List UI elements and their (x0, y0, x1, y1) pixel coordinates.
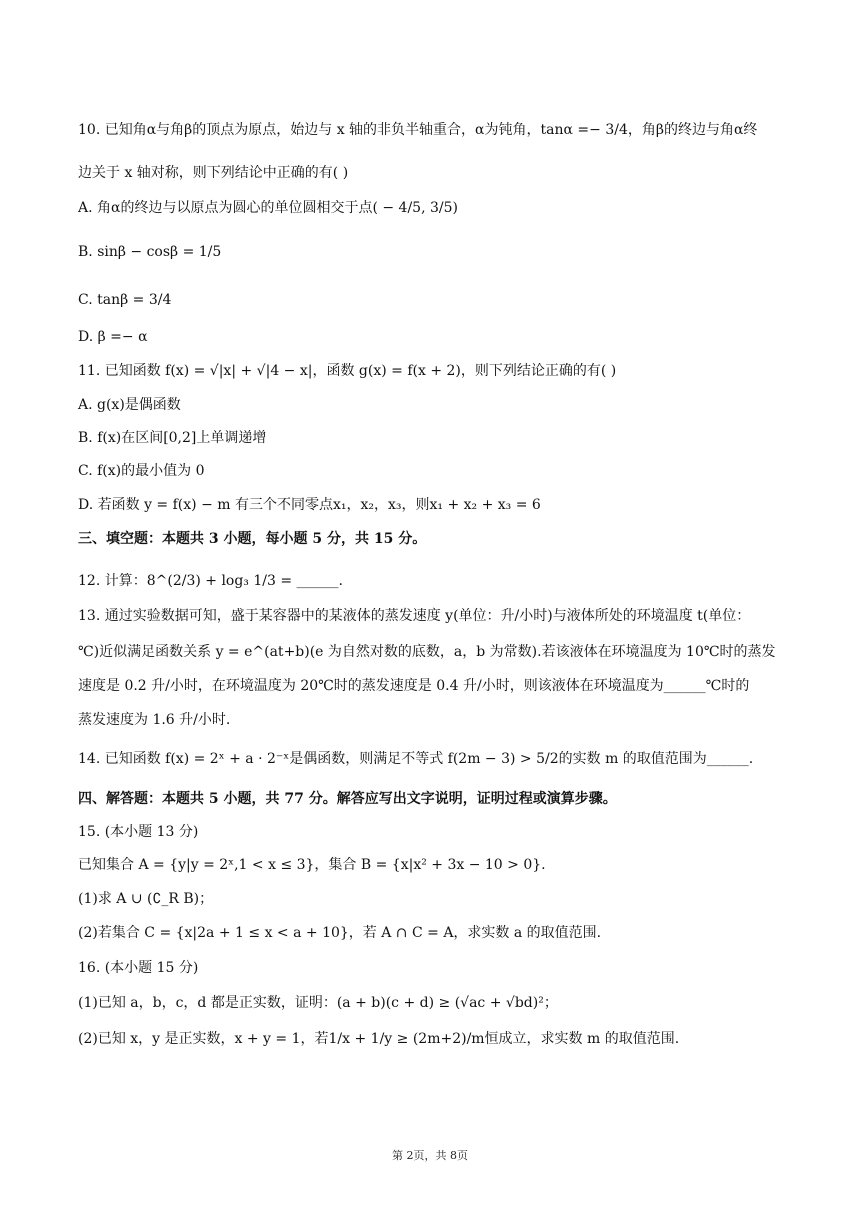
q15-heading: 15. (本小题 13 分) (78, 824, 199, 840)
q13-line2: ℃)近似满足函数关系 y = e^(at+b)(e 为自然对数的底数，a，b 为常数).若该液体在环境温度为 10℃时的蒸发 (78, 644, 776, 660)
q16-line1: (1)已知 a，b，c，d 都是正实数，证明：(a + b)(c + d) ≥ (√ac + √bd)²； (78, 995, 558, 1011)
q16-line2: (2)已知 x，y 是正实数，x + y = 1，若1/x + 1/y ≥ (2m+2)/m恒成立，求实数 m 的取值范围. (78, 1031, 680, 1047)
section-3-heading: 三、填空题：本题共 3 小题，每小题 5 分，共 15 分。 (78, 531, 427, 547)
q10-option-b: B. sinβ − cosβ = 1/5 (78, 244, 222, 260)
q11-option-a: A. g(x)是偶函数 (78, 397, 181, 413)
q11-option-b: B. f(x)在区间[0,2]上单调递增 (78, 430, 267, 446)
q10-stem-line2: 边关于 x 轴对称，则下列结论中正确的有( ) (78, 165, 349, 181)
q13-line4: 蒸发速度为 1.6 升/小时. (78, 712, 231, 728)
q13-line1: 13. 通过实验数据可知，盛于某容器中的某液体的蒸发速度 y(单位：升/小时)与液体所处的环境温度 t(单位： (78, 608, 751, 624)
q15-line3: (2)若集合 C = {x|2a + 1 ≤ x < a + 10}，若 A ∩ C = A，求实数 a 的取值范围. (78, 925, 602, 941)
page-footer: 第 2页，共 8页 (392, 1149, 468, 1162)
q11-option-d: D. 若函数 y = f(x) − m 有三个不同零点x₁，x₂，x₃，则x₁ + x₂ + x₃ = 6 (78, 497, 541, 513)
q15-line2: (1)求 A ∪ (∁_R B)； (78, 891, 214, 907)
q10-option-a: A. 角α的终边与以原点为圆心的单位圆相交于点( − 4/5, 3/5) (78, 200, 458, 216)
q11-option-c: C. f(x)的最小值为 0 (78, 463, 205, 479)
section-4-heading: 四、解答题：本题共 5 小题，共 77 分。解答应写出文字说明，证明过程或演算步骤。 (78, 791, 617, 807)
q10-option-c: C. tanβ = 3/4 (78, 292, 172, 308)
q14: 14. 已知函数 f(x) = 2ˣ + a · 2⁻ˣ是偶函数，则满足不等式 f(2m − 3) > 5/2的实数 m 的取值范围为______. (78, 751, 754, 767)
q12: 12. 计算：8^(2/3) + log₃ 1/3 = ______. (78, 573, 343, 589)
q11-stem: 11. 已知函数 f(x) = √|x| + √|4 − x|，函数 g(x) = f(x + 2)，则下列结论正确的有( ) (78, 363, 617, 379)
q10-stem-line1: 10. 已知角α与角β的顶点为原点，始边与 x 轴的非负半轴重合，α为钝角，tanα =− 3/4，角β的终边与角α终 (78, 122, 758, 138)
q15-line1: 已知集合 A = {y|y = 2ˣ,1 < x ≤ 3}，集合 B = {x|x² + 3x − 10 > 0}. (78, 857, 546, 873)
q16-heading: 16. (本小题 15 分) (78, 960, 199, 976)
q13-line3: 速度是 0.2 升/小时，在环境温度为 20℃时的蒸发速度是 0.4 升/小时，则该液体在环境温度为______℃时的 (78, 678, 750, 694)
q10-option-d: D. β =− α (78, 329, 148, 345)
